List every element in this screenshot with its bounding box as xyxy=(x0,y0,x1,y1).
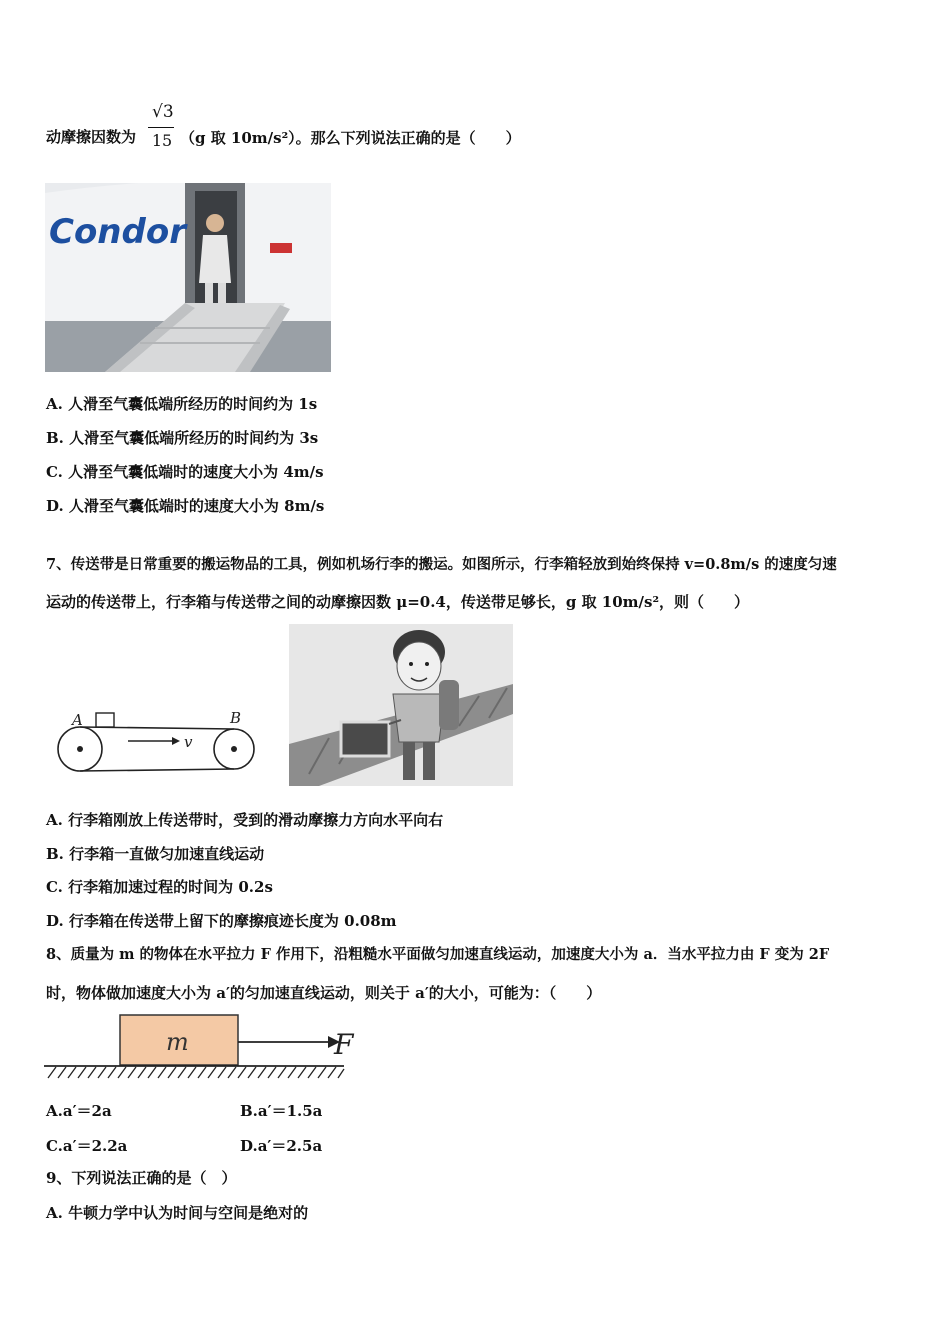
belt-label-v: v xyxy=(184,733,193,751)
q8-stem-line2: 时，物体做加速度大小为 a′的匀加速直线运动，则关于 a′的大小，可能为：（ ） xyxy=(46,984,602,1002)
q9-stem: 9、下列说法正确的是（ ） xyxy=(46,1169,237,1187)
belt-label-b: B xyxy=(230,709,242,727)
q8-option-b: B.a′＝1.5a xyxy=(240,1102,323,1120)
q6-stem-prefix: 动摩擦因数为 xyxy=(46,128,137,146)
q7-stem-line2: 运动的传送带上，行李箱与传送带之间的动摩擦因数 μ=0.4，传送带足够长，g 取 10m/s²，则（ ） xyxy=(46,593,750,611)
force-label: F xyxy=(334,1028,354,1061)
q6-fraction-bar xyxy=(148,127,174,128)
q6-fraction-numerator: √3 xyxy=(152,102,174,122)
q8-stem-line1: 8、质量为 m 的物体在水平拉力 F 作用下，沿粗糙水平面做匀加速直线运动，加速度大小为 a．当水平拉力由 F 变为 2F xyxy=(46,946,830,963)
condor-logo-text: Condor xyxy=(49,212,186,252)
airplane-slide-photo xyxy=(45,183,331,372)
belt-label-a: A xyxy=(72,711,83,729)
luggage-cartoon-illustration xyxy=(289,624,513,786)
q7-option-c: C. 行李箱加速过程的时间为 0.2s xyxy=(46,878,273,896)
conveyor-belt-diagram xyxy=(50,705,260,775)
q6-fraction-denominator: 15 xyxy=(151,131,173,150)
q7-stem-line1: 7、传送带是日常重要的搬运物品的工具，例如机场行李的搬运。如图所示，行李箱轻放到始终保持 v=0.8m/s 的速度匀速 xyxy=(46,556,837,573)
q7-option-b: B. 行李箱一直做匀加速直线运动 xyxy=(46,845,265,863)
q9-option-a: A. 牛顿力学中认为时间与空间是绝对的 xyxy=(46,1204,309,1222)
block-force-diagram xyxy=(44,1012,364,1084)
q6-stem-suffix: （g 取 10m/s²）。那么下列说法正确的是（ ） xyxy=(180,129,521,147)
q8-option-a: A.a′＝2a xyxy=(46,1102,112,1120)
mass-label: m xyxy=(166,1028,189,1056)
q7-option-a: A. 行李箱刚放上传送带时，受到的滑动摩擦力方向水平向右 xyxy=(46,811,444,829)
q7-option-d: D. 行李箱在传送带上留下的摩擦痕迹长度为 0.08m xyxy=(46,912,397,930)
q6-option-a: A. 人滑至气囊低端所经历的时间约为 1s xyxy=(46,395,318,413)
q6-option-c: C. 人滑至气囊低端时的速度大小为 4m/s xyxy=(46,463,324,481)
q6-option-d: D. 人滑至气囊低端时的速度大小为 8m/s xyxy=(46,497,325,515)
q6-option-b: B. 人滑至气囊低端所经历的时间约为 3s xyxy=(46,429,319,447)
q8-option-d: D.a′＝2.5a xyxy=(240,1137,323,1155)
q8-option-c: C.a′＝2.2a xyxy=(46,1137,128,1155)
